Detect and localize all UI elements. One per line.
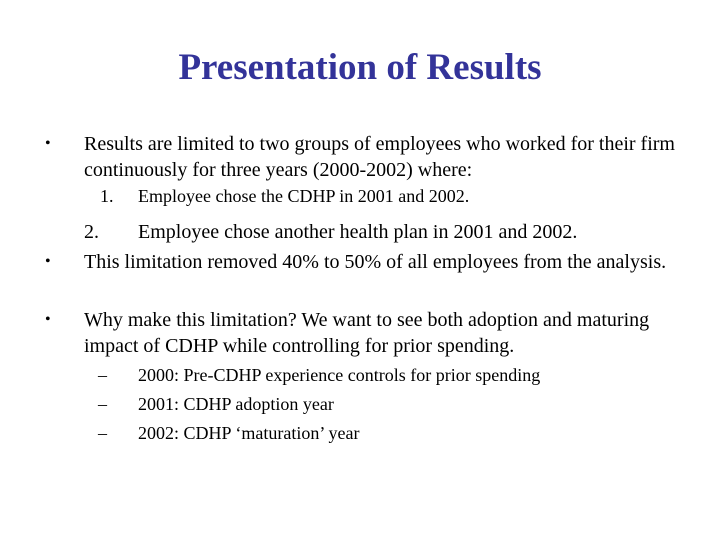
bullet-text-2: This limitation removed 40% to 50% of all employees from the analysis. [84, 251, 667, 273]
numbered-text: Employee chose another health plan in 2001 and 2002. [138, 221, 578, 243]
dash-text: 2000: Pre-CDHP experience controls for prior spending [138, 365, 541, 385]
dash-marker: – [98, 394, 107, 414]
dash-marker: – [98, 365, 107, 385]
bullet-marker: • [45, 311, 51, 328]
slide-title: Presentation of Results [178, 47, 542, 88]
dash-text: 2002: CDHP ‘maturation’ year [138, 423, 360, 443]
dash-marker: – [98, 423, 107, 443]
bullet-text-1: Results are limited to two groups of employees who worked for their firm continuously for three years (2000-2002) where: [84, 133, 675, 181]
dash-text: 2001: CDHP adoption year [138, 394, 334, 414]
bullet-marker: • [45, 135, 51, 152]
bullet-marker: • [45, 253, 51, 270]
numbered-text: Employee chose the CDHP in 2001 and 2002. [138, 186, 470, 206]
numbered-marker: 2. [84, 221, 99, 243]
bullet-text-3: Why make this limitation? We want to see both adoption and maturing impact of CDHP while controlling for prior spending. [84, 309, 650, 357]
numbered-marker: 1. [100, 186, 114, 206]
